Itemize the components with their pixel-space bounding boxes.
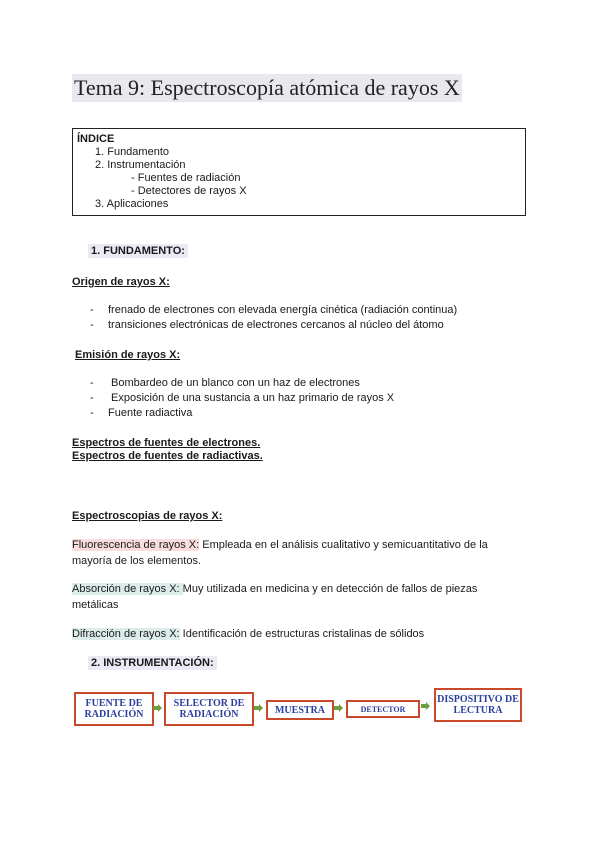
difraccion-term: Difracción de rayos X: (72, 628, 180, 640)
index-subitem: - Fuentes de radiación (131, 172, 241, 184)
diagram-box-fuente: FUENTE DE RADIACIÓN (74, 692, 154, 726)
fluorescencia-text: Empleada en el análisis cualitativo y semicuantitativo de la mayoría de los elementos. (72, 539, 488, 567)
arrow-right-icon (153, 704, 162, 712)
fluorescencia-term: Fluorescencia de rayos X: (72, 539, 200, 551)
arrow-right-icon (334, 704, 343, 712)
diagram-box-detector: DETECTOR (346, 700, 420, 718)
difraccion-paragraph (72, 626, 502, 642)
index-item: 2. Instrumentación (95, 159, 186, 171)
bullet-dash: - (90, 304, 94, 316)
espectros-electrones: Espectros de fuentes de electrones. (72, 437, 261, 449)
difraccion-text: Identificación de estructuras cristalinas de sólidos (179, 628, 425, 640)
bullet-dash: - (90, 392, 94, 404)
absorcion-term: Absorción de rayos X: (72, 583, 183, 595)
origen-heading: Origen de rayos X: (72, 276, 170, 288)
arrow-right-icon (421, 702, 430, 710)
arrow-right-icon (254, 704, 263, 712)
diagram-box-dispositivo: DISPOSITIVO DE LECTURA (434, 688, 522, 722)
bullet-dash: - (90, 319, 94, 331)
section-heading-instrumentacion: 2. INSTRUMENTACIÓN: (88, 656, 217, 670)
emision-heading: Emisión de rayos X: (75, 349, 181, 361)
absorcion-paragraph (72, 581, 502, 613)
index-heading: ÍNDICE (77, 133, 115, 145)
emision-item: Fuente radiactiva (108, 407, 193, 419)
emision-item: Bombardeo de un blanco con un haz de electrones (111, 377, 360, 389)
index-item: 1. Fundamento (95, 146, 169, 158)
index-item: 3. Aplicaciones (95, 198, 169, 210)
bullet-dash: - (90, 407, 94, 419)
origen-item: frenado de electrones con elevada energía cinética (radiación continua) (108, 304, 458, 316)
origen-item: transiciones electrónicas de electrones cercanos al núcleo del átomo (108, 319, 444, 331)
diagram-box-selector: SELECTOR DE RADIACIÓN (164, 692, 254, 726)
absorcion-text: Muy utilizada en medicina y en detección de fallos de piezas metálicas (72, 583, 478, 611)
fluorescencia-paragraph (72, 537, 502, 569)
index-box (72, 128, 526, 216)
document-title: Tema 9: Espectroscopía atómica de rayos X (74, 75, 460, 100)
espectros-radiactivas: Espectros de fuentes de radiactivas. (72, 450, 263, 462)
bullet-dash: - (90, 377, 94, 389)
espectroscopias-heading: Espectroscopias de rayos X: (72, 510, 223, 522)
section-heading-fundamento: 1. FUNDAMENTO: (88, 244, 188, 258)
index-subitem: - Detectores de rayos X (131, 185, 247, 197)
emision-item: Exposición de una sustancia a un haz primario de rayos X (111, 392, 395, 404)
diagram-box-muestra: MUESTRA (266, 700, 334, 720)
